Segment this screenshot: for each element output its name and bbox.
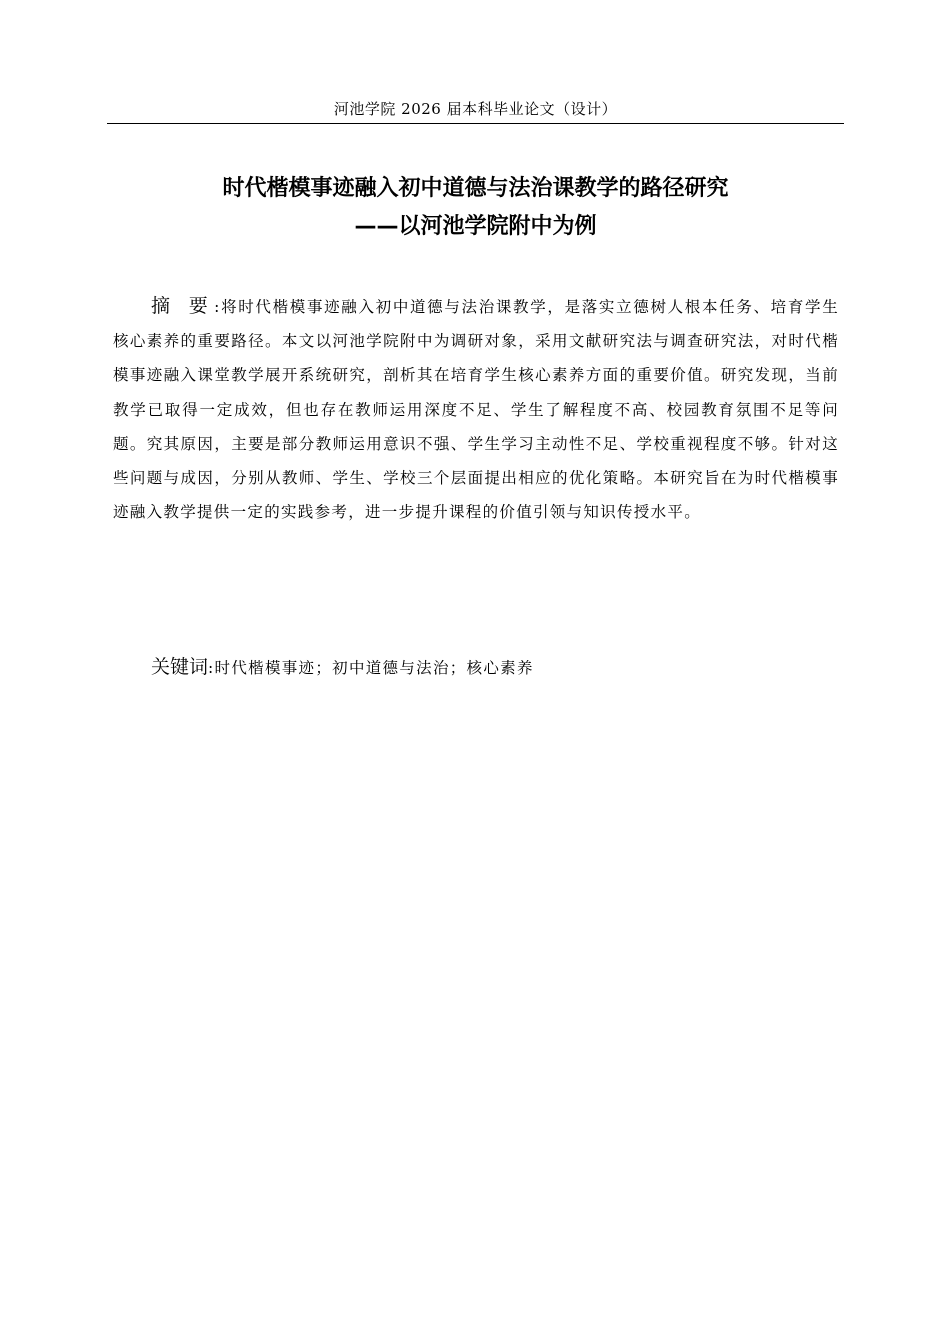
thesis-title xyxy=(107,170,844,246)
keywords-label: 关键词 xyxy=(151,656,209,678)
keywords-line xyxy=(151,650,841,685)
abstract-paragraph xyxy=(113,289,839,529)
abstract-body: 将时代楷模事迹融入初中道德与法治课教学，是落实立德树人根本任务、培育学生核心素养的重要路径。本文以河池学院附中为调研对象，采用文献研究法与调查研究法，对时代楷模事迹融入课堂教学展开系统研究，剖析其在培育学生核心素养方面的重要价值。研究发现，当前教学已取得一定成效，但也存在教师运用深度不足、学生了解程度不高、校园教育氛围不足等问题。究其原因，主要是部分教师运用意识不强、学生学习主动性不足、学校重视程度不够。针对这些问题与成因，分别从教师、学生、学校三个层面提出相应的优化策略。本研究旨在为时代楷模事迹融入教学提供一定的实践参考，进一步提升课程的价值引领与知识传授水平。 xyxy=(113,298,839,522)
running-header: 河池学院 2026 届本科毕业论文（设计） xyxy=(333,100,618,118)
abstract-separator: : xyxy=(214,298,221,316)
keywords-list: 时代楷模事迹；初中道德与法治；核心素养 xyxy=(214,659,534,677)
abstract-label: 摘 要 xyxy=(151,295,215,317)
thesis-subtitle: ——以河池学院附中为例 xyxy=(354,214,597,239)
thesis-main-title: 时代楷模事迹融入初中道德与法治课教学的路径研究 xyxy=(222,176,729,201)
keywords-separator: : xyxy=(208,659,215,677)
header-divider xyxy=(107,123,844,124)
